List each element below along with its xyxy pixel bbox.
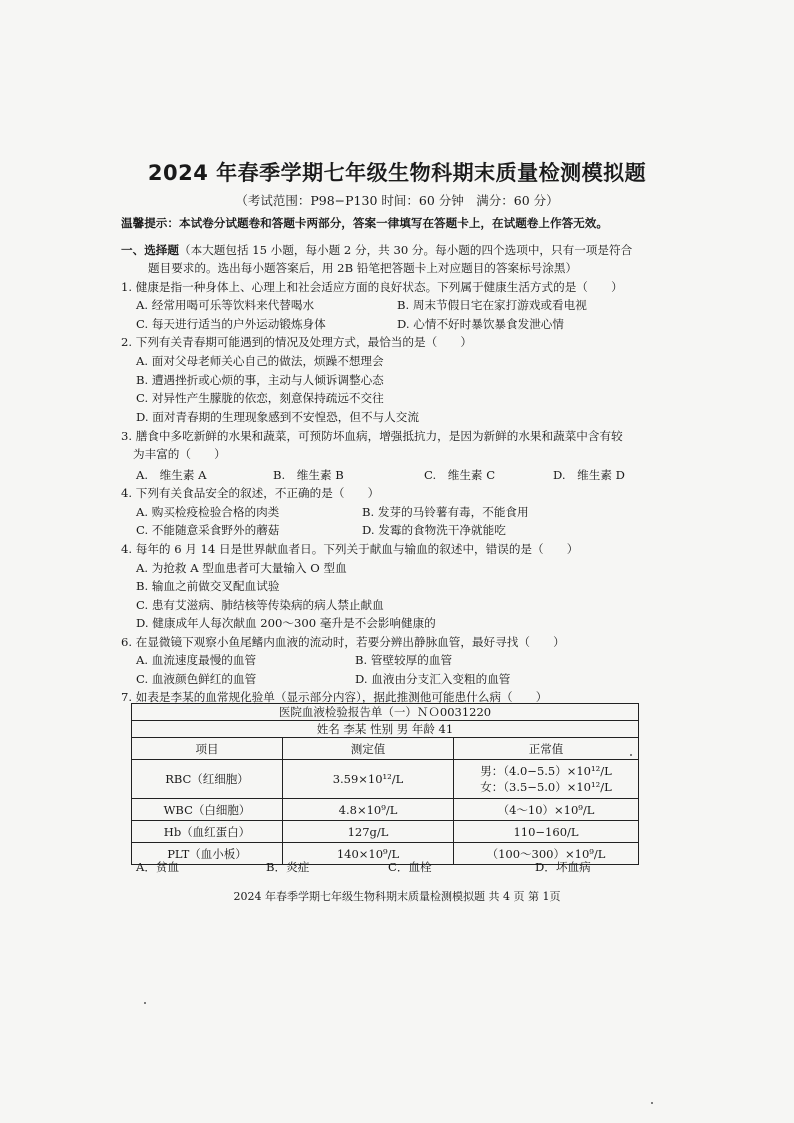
tip-text: 本试卷分试题卷和答题卡两部分，答案一律填写在答题卡上，在试题卷上作答无效。: [178, 216, 608, 230]
row-value: 4.8×10⁹/L: [283, 799, 454, 821]
row-normal-2: 女：（3.5−5.0）×10¹²/L: [480, 780, 612, 794]
row-normal-cell: [454, 760, 639, 799]
q3-stem-1: 3. 膳食中多吃新鲜的水果和蔬菜，可预防坏血病，增强抵抗力，是因为新鲜的水果和蔬菜中含有较: [121, 429, 623, 443]
table-header-patient: [132, 721, 639, 738]
scan-speck: [651, 1102, 653, 1104]
q4-option-b: B. 发芽的马铃薯有毒，不能食用: [362, 505, 529, 519]
q1-option-b: B. 周末节假日宅在家打游戏或看电视: [397, 298, 587, 312]
q2-option-d: D. 面对青春期的生理现象感到不安惶恐，但不与人交流: [136, 410, 419, 424]
q2-option-c: C. 对异性产生朦胧的依恋，刻意保持疏远不交往: [136, 391, 384, 405]
q3-stem-2: 为丰富的（ ）: [133, 447, 226, 461]
q4-option-d: D. 发霉的食物洗干净就能吃: [362, 523, 506, 537]
scan-speck: [630, 754, 632, 756]
table-row: [132, 821, 639, 843]
column-header: 项目: [132, 738, 283, 760]
section-text-2: 题目要求的。选出每小题答案后，用 2B 铅笔把答题卡上对应题目的答案标号涂黑）: [148, 261, 578, 275]
row-value: 140×10⁹/L: [283, 843, 454, 865]
section-label: 一、选择题: [121, 243, 179, 257]
q1-option-a: A. 经常用喝可乐等饮料来代替喝水: [136, 298, 315, 312]
q7-option-c: C．血栓: [388, 860, 432, 874]
column-header: 测定值: [283, 738, 454, 760]
row-item: PLT（血小板）: [132, 843, 283, 865]
scan-speck: [144, 1002, 146, 1004]
q1-stem: 1. 健康是指一种身体上、心理上和社会适应方面的良好状态。下列属于健康生活方式的是（ ）: [121, 280, 623, 294]
table-row: [132, 799, 639, 821]
row-item: WBC（白细胞）: [132, 799, 283, 821]
q3-option-b: B. 维生素 B: [273, 468, 344, 482]
row-normal: （4～10）×10⁹/L: [454, 799, 639, 821]
table-header-2: 姓名 李某 性别 男 年龄 41: [316, 722, 454, 736]
q5-option-d: D. 健康成年人每次献血 200～300 毫升是不会影响健康的: [136, 616, 436, 630]
table-header-1: 医院血液检验报告单（一）ＮＯ0031220: [278, 705, 492, 719]
q6-stem: 6. 在显微镜下观察小鱼尾鳍内血液的流动时，若要分辨出静脉血管，最好寻找（ ）: [121, 635, 565, 649]
q1-option-d: D. 心情不好时暴饮暴食发泄心情: [397, 317, 564, 331]
q5-option-a: A. 为抢救 A 型血患者可大量输入 O 型血: [136, 561, 347, 575]
row-item: RBC（红细胞）: [132, 760, 283, 799]
column-header: 正常值: [454, 738, 639, 760]
q6-option-c: C. 血液颜色鲜红的血管: [136, 672, 257, 686]
q7-option-b: B．炎症: [266, 860, 310, 874]
q2-stem: 2. 下列有关青春期可能遇到的情况及处理方式，最恰当的是（ ）: [121, 335, 472, 349]
q4-stem: 4. 下列有关食品安全的叙述，不正确的是（ ）: [121, 486, 380, 500]
q2-option-a: A. 面对父母老师关心自己的做法，烦躁不想理会: [136, 354, 384, 368]
q5-stem: 4. 每年的 6 月 14 日是世界献血者日。下列关于献血与输血的叙述中，错误的是（ ）: [121, 542, 579, 556]
q6-option-b: B. 管壁较厚的血管: [355, 653, 453, 667]
table-column-row: [132, 738, 639, 760]
table-header-row: [132, 721, 639, 738]
blood-test-table: [131, 703, 639, 865]
row-value: 127g/L: [283, 821, 454, 843]
tip-label: 温馨提示：: [121, 216, 179, 230]
section-text-1: （本大题包括 15 小题，每小题 2 分，共 30 分。每小题的四个选项中，只有一项是符合: [178, 243, 633, 257]
q3-option-d: D. 维生素 D: [553, 468, 625, 482]
row-normal: 110−160/L: [454, 821, 639, 843]
tip-line: [121, 215, 608, 231]
row-value: 3.59×10¹²/L: [283, 760, 454, 799]
q6-option-a: A. 血流速度最慢的血管: [136, 653, 257, 667]
q7-option-d: D．坏血病: [535, 860, 591, 874]
q2-option-b: B. 遭遇挫折或心烦的事，主动与人倾诉调整心态: [136, 373, 384, 387]
q3-option-c: C. 维生素 C: [424, 468, 496, 482]
table-header-title: [132, 704, 639, 721]
q7-option-a: A．贫血: [136, 860, 180, 874]
page-footer: 2024 年春季学期七年级生物科期末质量检测模拟题 共 4 页 第 1页: [233, 890, 561, 903]
row-item: Hb（血红蛋白）: [132, 821, 283, 843]
q7-stem: 7. 如表是李某的血常规化验单（显示部分内容），据此推测他可能患什么病（ ）: [121, 690, 548, 704]
q5-option-b: B. 输血之前做交叉配血试验: [136, 579, 280, 593]
exam-title: 2024 年春季学期七年级生物科期末质量检测模拟题: [147, 161, 647, 185]
table-row: [132, 760, 639, 799]
q4-option-a: A. 购买检疫检验合格的肉类: [136, 505, 280, 519]
section-heading: [121, 242, 632, 258]
q1-option-c: C. 每天进行适当的户外运动锻炼身体: [136, 317, 326, 331]
q4-option-c: C. 不能随意采食野外的蘑菇: [136, 523, 280, 537]
q5-option-c: C. 患有艾滋病、肺结核等传染病的病人禁止献血: [136, 598, 384, 612]
exam-subtitle: （考试范围：P98−P130 时间：60 分钟 满分：60 分）: [235, 193, 559, 208]
row-normal: （100～300）×10⁹/L: [454, 843, 639, 865]
row-normal: 男：（4.0−5.5）×10¹²/L: [480, 764, 612, 778]
table-header-row: [132, 704, 639, 721]
q3-option-a: A. 维生素 A: [136, 468, 207, 482]
q6-option-d: D. 血液由分支汇入变粗的血管: [355, 672, 511, 686]
